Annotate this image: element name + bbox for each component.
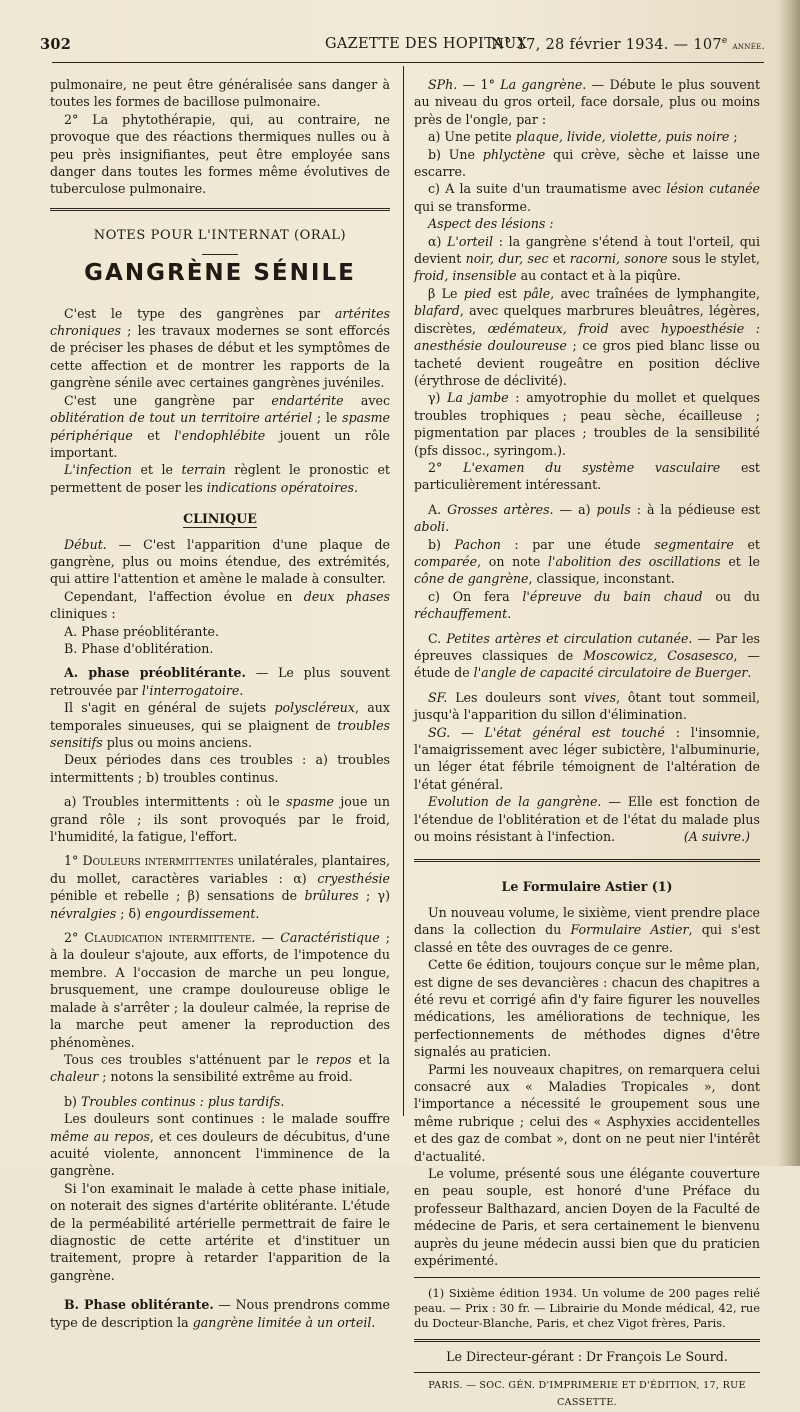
- paragraph-formulaire-3: Parmi les nouveaux chapitres, on remarquera celui consacré aux « Maladies Tropicales », dont l'importance a nécessité le groupement sous une même rubrique ; celui des « Asphyxies accidentelles et des gaz de combat », dont on ne peut nier l'intérêt d'actualité.: [414, 1061, 760, 1164]
- paragraph-formulaire-2: Cette 6e édition, toujours conçue sur le même plan, est digne de ses devancières : chacun des chapitres a été revu et corrigé afin d'y faire figurer les nouvelles médications, les améliorations de technique, les perfectionnements de méthodes dignes d'être signalés au praticien.: [414, 957, 760, 1060]
- paragraph-examen: Si l'on examinait le malade à cette phase initiale, on noterait des signes d'artérite oblitérante. L'étude de la perméabilité artérielle permettrait de faire le diagnostic de cette artérite et d'instituer un traitement, propre à retarder l'apparition de la gangrène.: [50, 1180, 390, 1283]
- paragraph-sg: SG. — L'état général est touché : l'insomnie, l'amaigrissement avec léger subictère, l'albuminurie, un léger état fébrile témoignent de l'altération de l'état général.: [414, 724, 760, 792]
- paragraph-formulaire-4: Le volume, présenté sous une élégante couverture en peau souple, est honoré d'une Préface du professeur Balthazard, ancien Doyen de la Faculté de médecine de Paris, et sera certainement le bienvenu auprès du jeune médecin aussi bien que du praticien expérimenté.: [414, 1165, 760, 1268]
- item-plaque: a) Une petite plaque, livide, violette, puis noire ;: [428, 129, 738, 145]
- item-phlyctene: b) Une phlyctène qui crève, sèche et laisse une escarre.: [414, 146, 760, 180]
- intro-paragraph-1: pulmonaire, ne peut être généralisée sans danger à toutes les formes de bacillose pulmonaire.: [50, 77, 390, 110]
- paragraph-phase-obliterante: B. Phase oblitérante. — Nous prendrons comme type de description la gangrène limitée à un orteil.: [50, 1297, 390, 1330]
- intro-paragraph-2: 2° La phytothérapie, qui, au contraire, ne provoque que des réactions thermiques nulles ou à peu près insignifiantes, peut être employée sans danger dans toutes les formes même évolutives de tuberculose pulmonaire.: [50, 111, 390, 197]
- a-suivre: (A suivre.): [683, 829, 750, 845]
- phase-a-item: A. Phase préoblitérante.: [64, 623, 220, 639]
- issue-info: [491, 36, 765, 53]
- printer-rule: [414, 1372, 760, 1373]
- paragraph-evolution: Evolution de la gangrène. — Elle est fonction de l'étendue de l'oblitération et de l'état du malade plus ou moins résistant à l'infection. (A suivre.): [414, 794, 760, 845]
- issue-text: N° 17, 28 février 1934. — 107: [491, 36, 722, 53]
- item-petites-arteres: C. Petites artères et circulation cutanée. — Par les épreuves classiques de Moscowicz, Cosasesco, — étude de l'angle de capacité circulatoire de Buerger.: [414, 630, 761, 681]
- item-bain-chaud: c) On fera l'épreuve du bain chaud ou du réchauffement.: [414, 588, 760, 622]
- paragraph-2: C'est une gangrène par endartérite avec oblitération de tout un territoire artériel ; le spasme périphérique et l'endophlébite jouent un rôle important.: [50, 392, 391, 460]
- header-rule: [52, 62, 764, 63]
- paragraph-sf: SF. Les douleurs sont vives, ôtant tout sommeil, jusqu'à l'apparition du sillon d'élimination.: [414, 689, 760, 723]
- paragraph-phases: Cependant, l'affection évolue en deux phases cliniques :: [50, 588, 390, 622]
- section-double-rule: [50, 208, 390, 211]
- rubric-double-rule: [414, 859, 760, 862]
- year-superscript: e: [721, 36, 728, 46]
- right-column: [414, 76, 760, 1412]
- rubric-title: Le Formulaire Astier (1): [501, 879, 673, 895]
- section-label: NOTES POUR L'INTERNAT (ORAL): [93, 227, 347, 243]
- paragraph-vasculaire: 2° L'examen du système vasculaire est particulièrement intéressant.: [414, 459, 760, 493]
- paragraph-claudication: 2° Claudication intermittente. — Caractéristique ; à la douleur s'ajoute, aux efforts, de l'impotence du membre. A l'occasion de marche un peu longue, brusquement, une crampe douloureuse oblige le malade à s'arrêter ; la douleur calmée, la reprise de la marche peut amener la reproduction des phénomènes.: [50, 930, 391, 1050]
- item-pied: β Le pied est pâle, avec traînées de lymphangite, blafard, avec quelques marbrures bleuâtres, légères, discrètes, œdémateux, froid avec hypoesthésie : anesthésie douloureuse ; ce gros pied blanc lisse ou tacheté devient rougeâtre en position déclive (érythrose de déclivité).: [414, 285, 761, 388]
- printer-line: PARIS. — SOC. GÉN. D'IMPRIMERIE ET D'ÉDITION, 17, RUE CASSETTE.: [428, 1379, 746, 1409]
- item-pachon: b) Pachon : par une étude segmentaire et comparée, on note l'abolition des oscillations et le cône de gangrène, classique, inconstant.: [414, 536, 760, 587]
- paragraph-3: L'infection et le terrain règlent le pronostic et permettent de poser les indications opératoires.: [50, 462, 390, 495]
- article-title: GANGRÈNE SÉNILE: [84, 260, 356, 287]
- paragraph-phase-preobliterante: A. phase préoblitérante. — Le plus souvent retrouvée par l'interrogatoire.: [50, 665, 390, 698]
- short-rule: [202, 254, 238, 255]
- paragraph-debut: Début. — C'est l'apparition d'une plaque de gangrène, plus ou moins étendue, des extrémités, qui attire l'attention et amène le malade à consulter.: [50, 536, 390, 587]
- item-jambe: γ) La jambe : amyotrophie du mollet et quelques troubles trophiques ; peau sèche, écailleuse ; pigmentation par places ; troubles de la sensibilité (pfs dissoc., syringom.).: [414, 390, 761, 458]
- phase-b-item: B. Phase d'oblitération.: [64, 640, 214, 656]
- footnote: (1) Sixième édition 1934. Un volume de 200 pages relié peau. — Prix : 30 fr. — Librairie du Monde médical, 42, rue du Docteur-Blanche, Paris, et chez Vigot frères, Paris.: [414, 1286, 760, 1331]
- paragraph-sujets: Il s'agit en général de sujets polyscléreux, aux temporales sinueuses, qui se plaignent de troubles sensitifs plus ou moins anciens.: [50, 700, 390, 750]
- footnote-rule: [414, 1277, 760, 1278]
- paragraph-repos: Tous ces troubles s'atténuent par le repos et la chaleur ; notons la sensibilité extrême au froid.: [50, 1051, 390, 1085]
- paragraph-intermittents: a) Troubles intermittents : où le spasme joue un grand rôle ; ils sont provoqués par le froid, l'humidité, la fatigue, l'effort.: [50, 794, 391, 845]
- paragraph-1: C'est le type des gangrènes par artérites chroniques ; les travaux modernes se sont efforcés de préciser les phases de début et les symptômes de cette affection et de montrer les rapports de la gangrène sénile avec certaines gangrènes juvéniles.: [50, 305, 390, 391]
- item-traumatisme: c) A la suite d'un traumatisme avec lésion cutanée qui se transforme.: [414, 181, 760, 214]
- page-header: [40, 36, 765, 58]
- item-orteil: α) L'orteil : la gangrène s'étend à tout l'orteil, qui devient noir, dur, sec et racorni, sonore sous le stylet, froid, insensible au contact et à la piqûre.: [414, 233, 760, 284]
- paragraph-continus: b) Troubles continus : plus tardifs.: [64, 1093, 285, 1109]
- paragraph-periodes: Deux périodes dans ces troubles : a) troubles intermittents ; b) troubles continus.: [50, 752, 390, 785]
- item-grosses-arteres: A. Grosses artères. — a) pouls : à la pédieuse est aboli.: [414, 501, 760, 535]
- clinique-heading: CLINIQUE: [183, 511, 257, 527]
- paragraph-sph: SPh. — 1° La gangrène. — Débute le plus souvent au niveau du gros orteil, face dorsale, plus ou moins près de l'ongle, par :: [414, 77, 761, 127]
- page-number: 302: [40, 36, 72, 53]
- journal-name: GAZETTE DES HOPITAUX: [325, 36, 528, 52]
- year-word: année.: [732, 40, 765, 52]
- column-divider: [403, 66, 404, 1116]
- paragraph-formulaire-1: Un nouveau volume, le sixième, vient prendre place dans la collection du Formulaire Astier, qui s'est classé en tête des ouvrages de ce genre.: [414, 904, 760, 955]
- aspect-heading: Aspect des lésions :: [428, 216, 554, 232]
- director-line: Le Directeur-gérant : Dr François Le Sourd.: [446, 1349, 728, 1365]
- paragraph-decubitus: Les douleurs sont continues : le malade souffre même au repos, et ces douleurs de décubitus, d'une acuité violente, annoncent l'imminence de la gangrène.: [50, 1111, 390, 1179]
- page-edge-shadow: [778, 0, 800, 1166]
- left-column: [50, 76, 390, 1331]
- director-double-rule: [414, 1339, 760, 1342]
- paragraph-douleurs: 1° Douleurs intermittentes unilatérales, plantaires, du mollet, caractères variables : α) cryesthésie pénible et rebelle ; β) sensations de brûlures ; γ) névralgies ; δ) engourdissement.: [50, 853, 390, 921]
